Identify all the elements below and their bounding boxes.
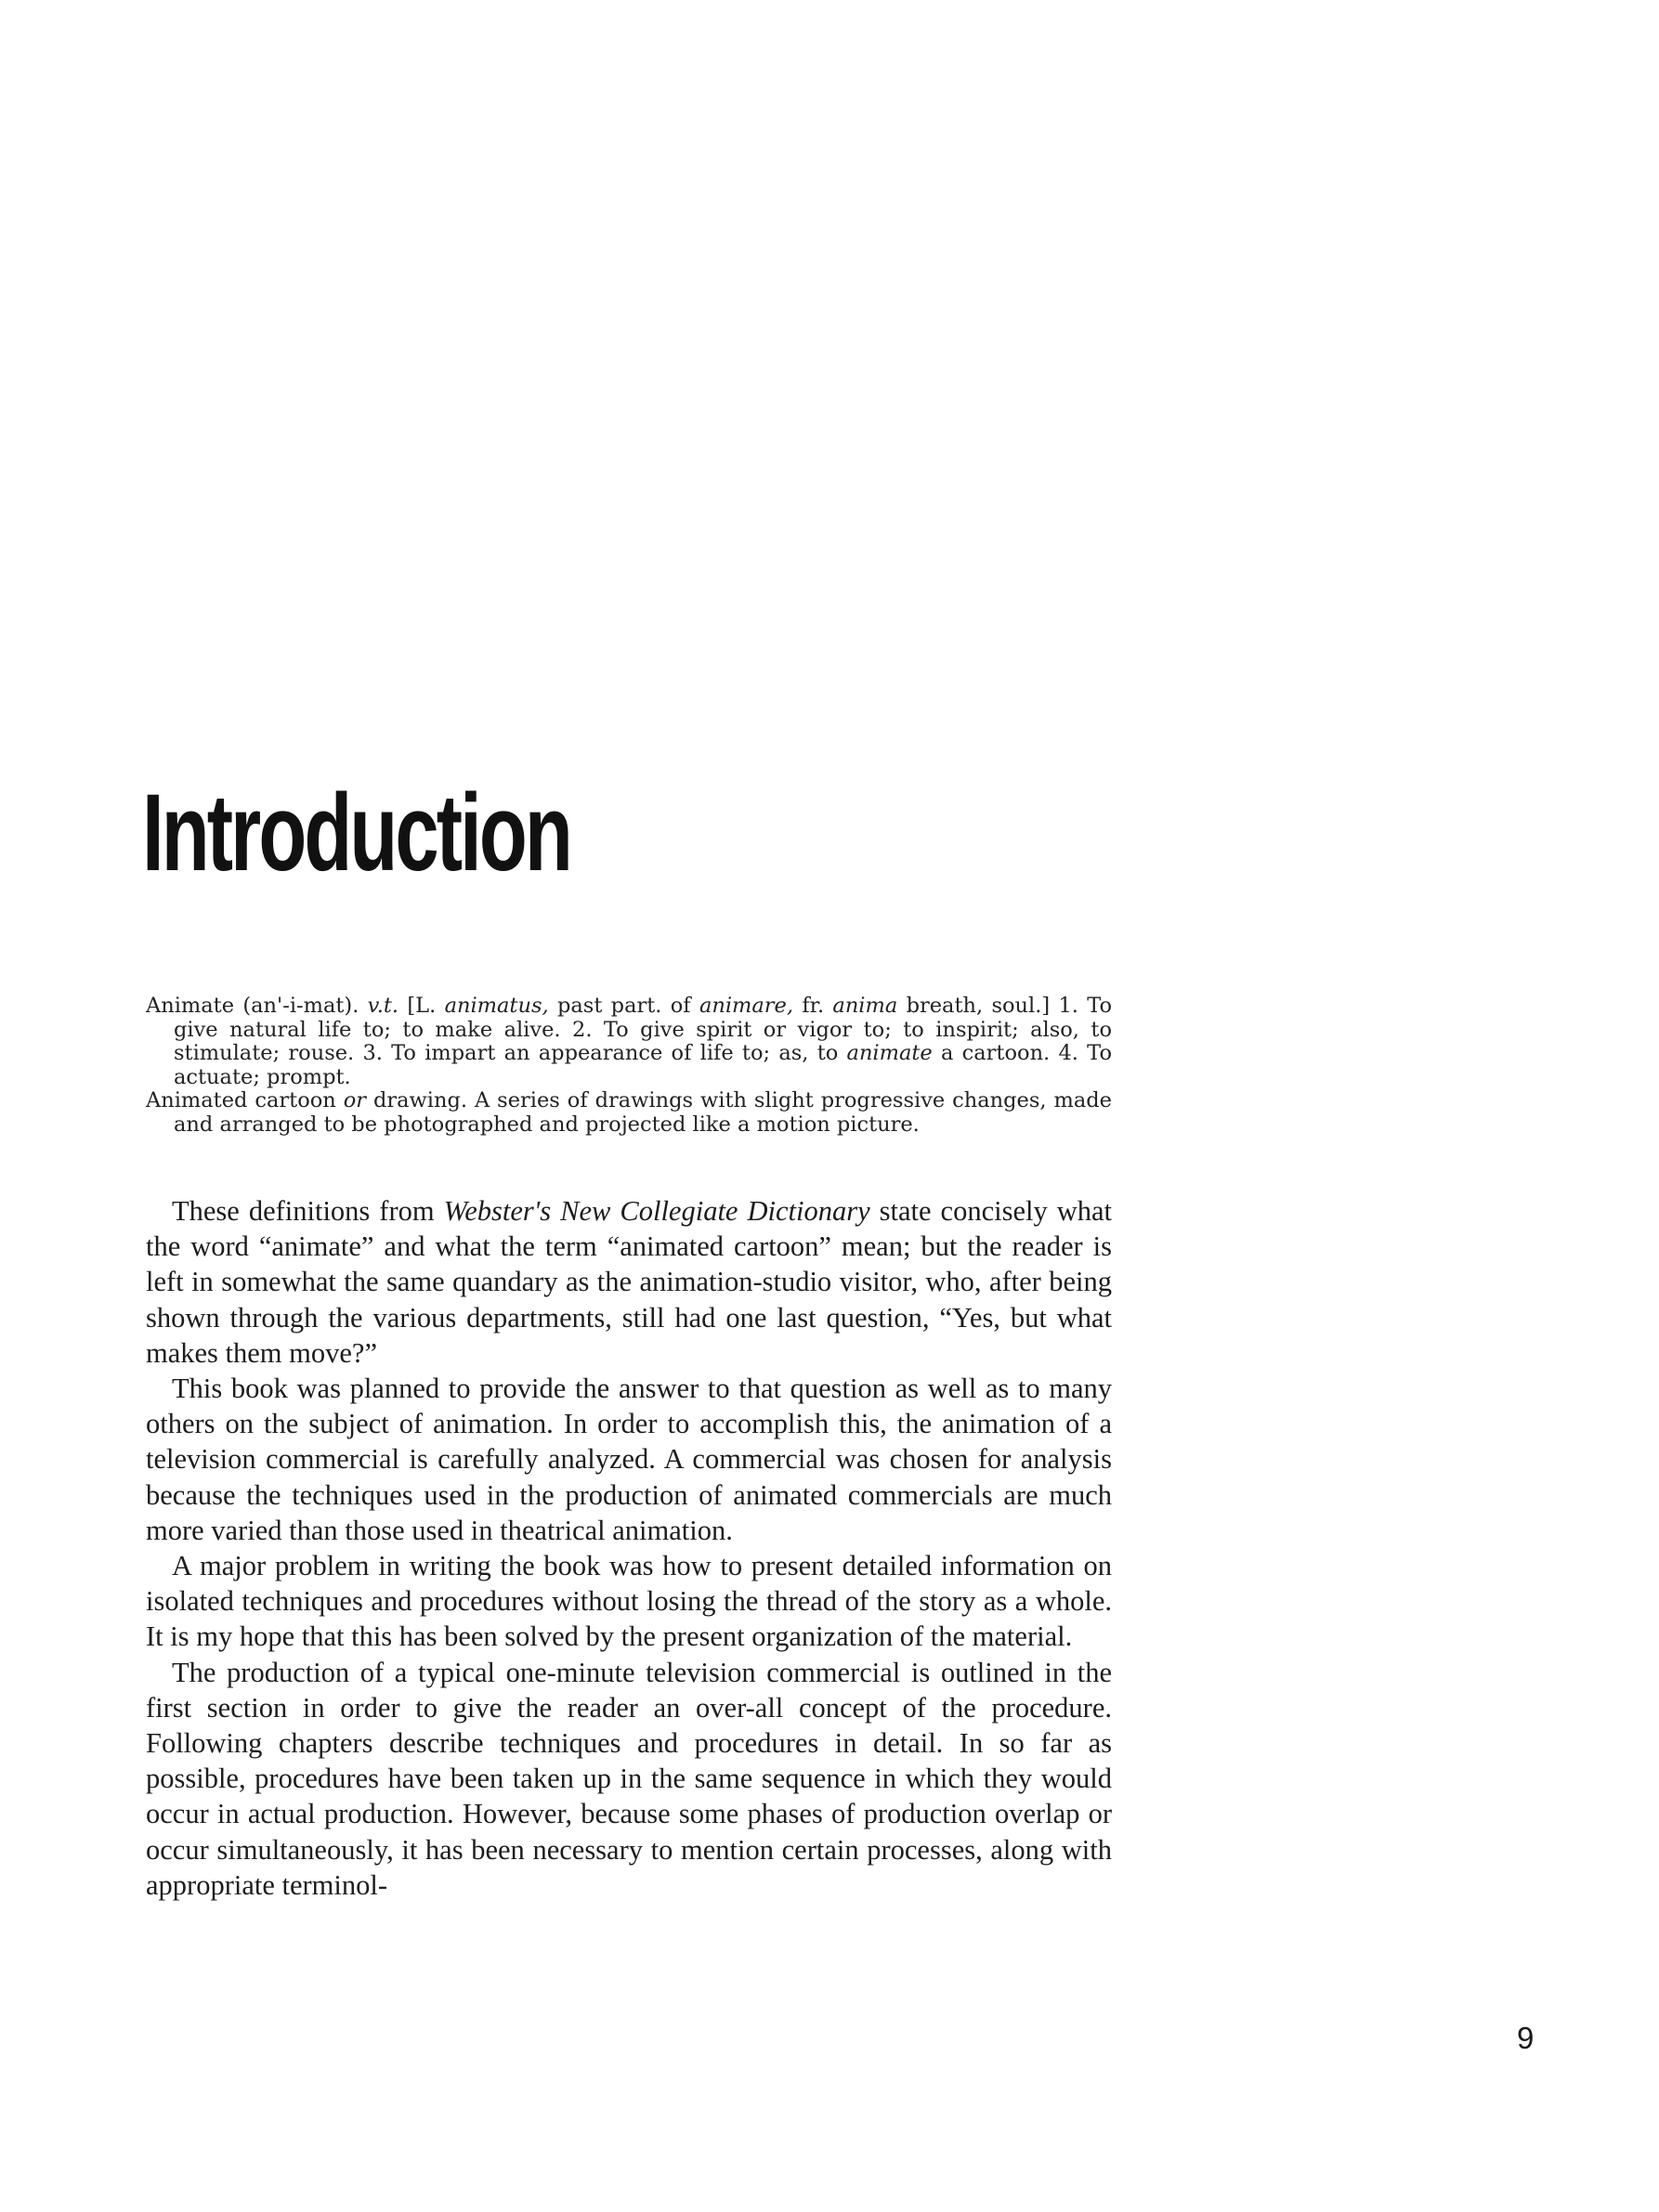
- definition-animate: [146, 995, 1112, 1089]
- definition-senses-cont: a cartoon.: [941, 1041, 1051, 1066]
- definition-pronunciation: (an'-i-mat).: [242, 994, 359, 1018]
- definition-headword: Animate: [146, 994, 235, 1018]
- chapter-title: Introduction: [142, 772, 570, 894]
- definition-etymology-close: breath, soul.]: [906, 994, 1051, 1018]
- definition-animated-cartoon: [146, 1089, 1112, 1137]
- definition-headword: drawing.: [372, 1088, 468, 1113]
- definition-etymology-text: past part. of: [556, 994, 691, 1018]
- dictionary-definitions: [146, 995, 1112, 1138]
- body-paragraph: [146, 1193, 1112, 1371]
- definition-senses-last: 4. To actuate; prompt.: [174, 1041, 1112, 1089]
- body-paragraph-text: These definitions from: [172, 1195, 435, 1227]
- body-paragraph-text: state concisely what the word “animate” and what the term “animated cartoon” mean; but the reader is left in somewhat the same quandary as the animation-studio visitor, who, after being shown through the various departments, still had one last question, “Yes, but what makes them move?”: [146, 1195, 1113, 1369]
- definition-etymology-open: [L.: [407, 994, 437, 1018]
- page-number: 9: [1517, 2021, 1535, 2055]
- body-paragraph: The production of a typical one-minute television commercial is outlined in the first section in order to give the reader an over-all concept of the procedure. Following chapters describe techniques and procedures in detail. In so far as possible, procedures have been taken up in the same sequence in which they would occur in actual production. However, because some phases of production overlap or occur simultaneously, it has been necessary to mention certain processes, along with appropriate terminol-: [146, 1656, 1112, 1901]
- definition-example-word: animate: [846, 1041, 933, 1066]
- definition-etymology-text: fr.: [802, 994, 825, 1018]
- definition-senses: 1. To give natural life to; to make alive. 2. To give spirit or vigor to; to inspirit; also, to stimulate; rouse. 3. To impart an appearance of life to; as, to: [174, 994, 1113, 1066]
- body-paragraph: This book was planned to provide the answer to that question as well as to many others on the subject of animation. In order to accomplish this, the animation of a television commercial is carefully analyzed. A commercial was chosen for analysis because the techniques used in the production of animated commercials are much more varied than those used in theatrical animation.: [146, 1373, 1112, 1546]
- definition-part-of-speech: v.t.: [367, 994, 399, 1018]
- body-paragraph: A major problem in writing the book was how to present detailed information on isolated techniques and procedures without losing the thread of the story as a whole. It is my hope that this has been solved by the present organization of the material.: [146, 1550, 1112, 1653]
- definition-text: A series of drawings with slight progressive changes, made and arranged to be photographed and projected like a motion picture.: [174, 1088, 1112, 1137]
- definition-etymology-word: animatus,: [444, 994, 549, 1018]
- body-text: [146, 1193, 1112, 1903]
- definition-etymology-word: anima: [832, 994, 898, 1018]
- source-title: Webster's New Collegiate Dictionary: [443, 1195, 870, 1227]
- definition-headword-or: or: [343, 1088, 367, 1113]
- definition-etymology-word: animare,: [699, 994, 794, 1018]
- definition-headword: Animated cartoon: [146, 1088, 336, 1113]
